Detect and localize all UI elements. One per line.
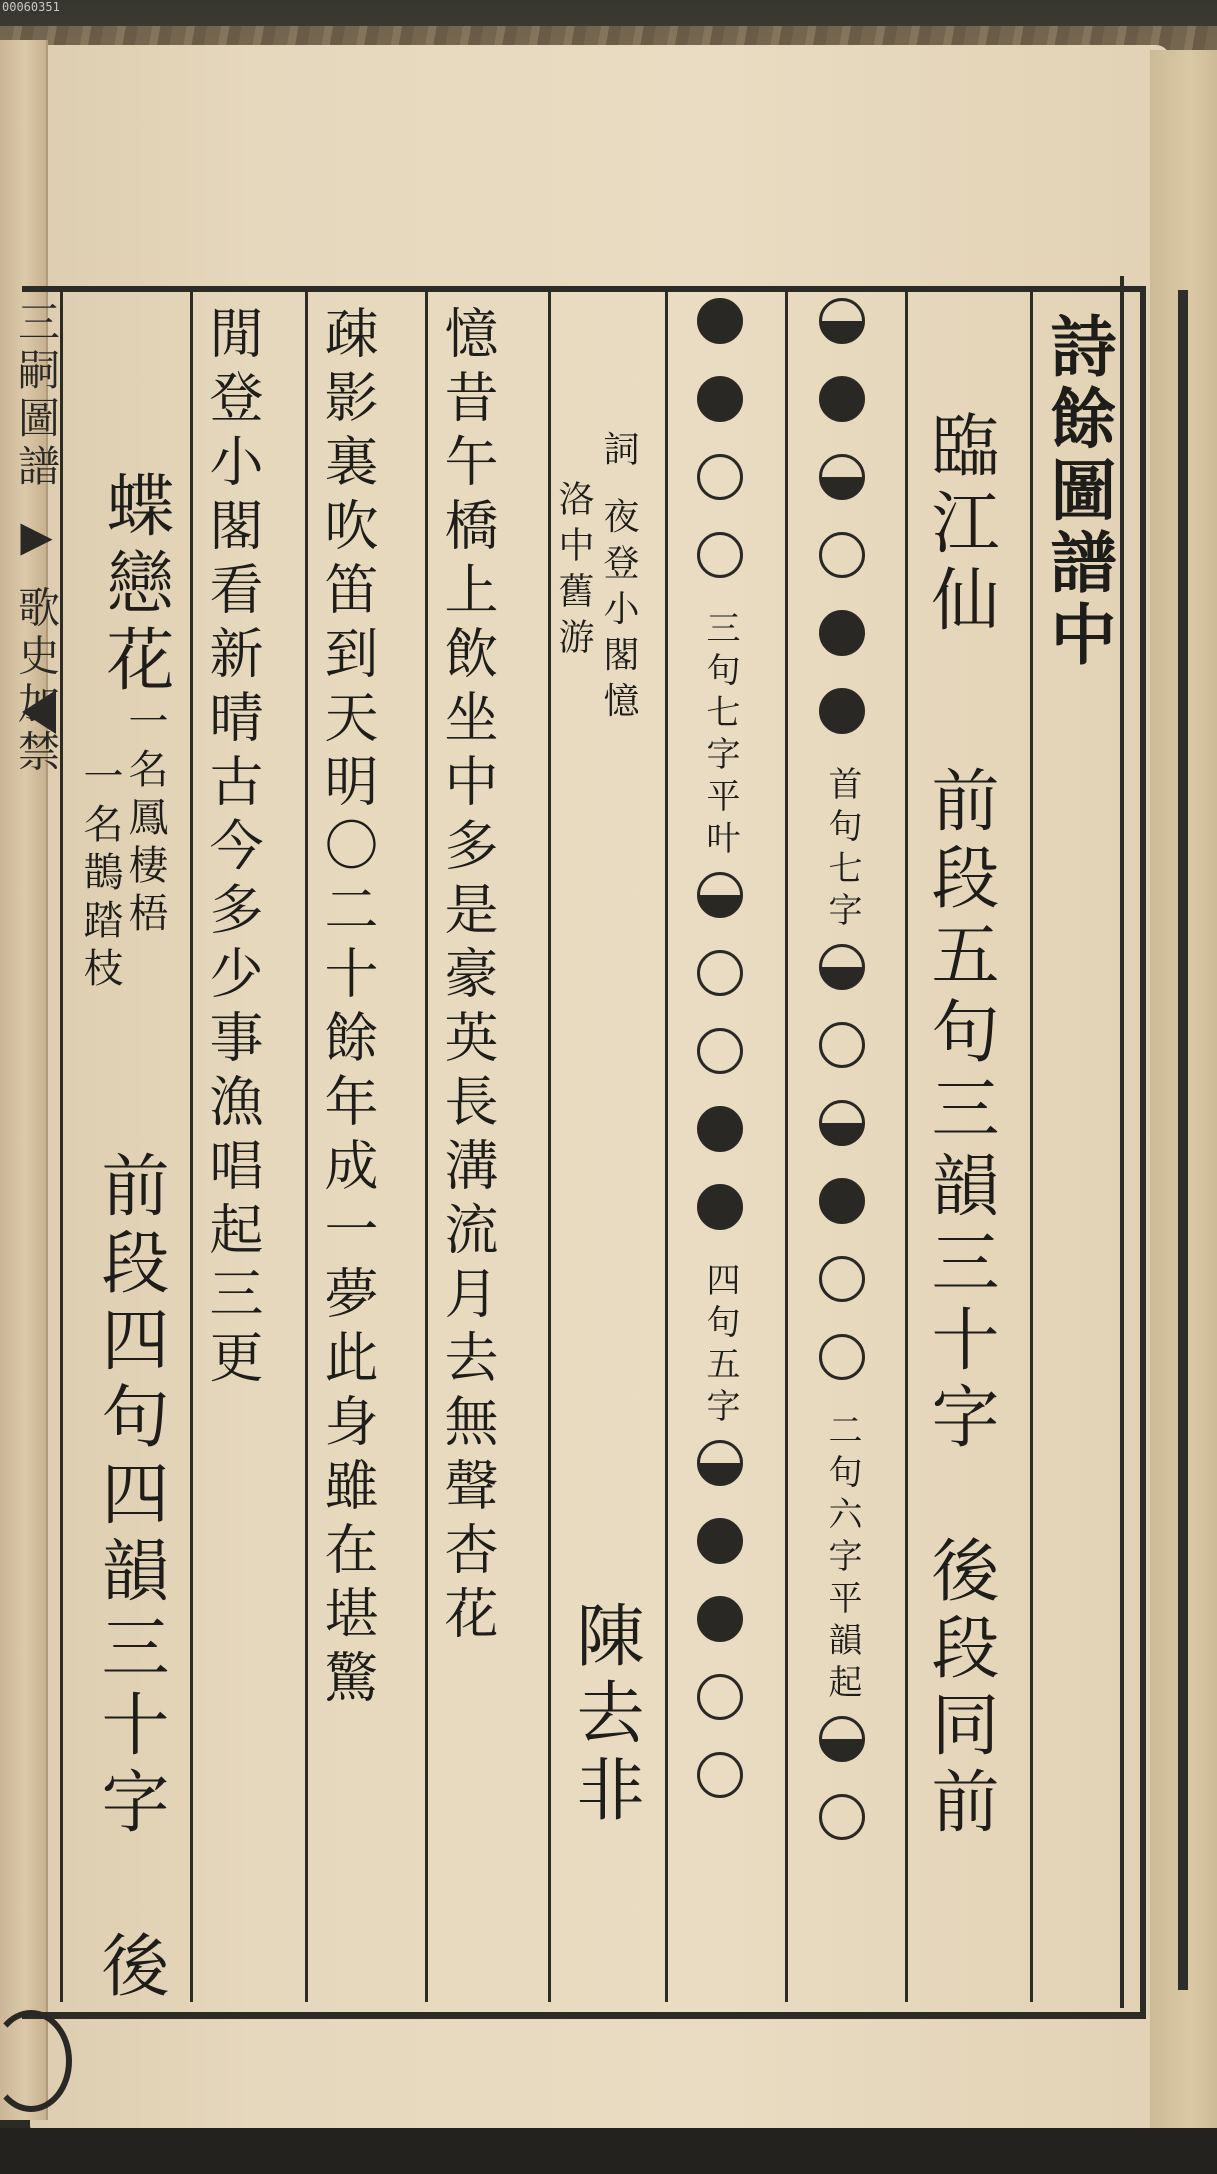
line-annotation: 四句五字 — [700, 1262, 740, 1430]
printed-frame-inner — [1120, 276, 1140, 2008]
tone-mark-ping — [819, 532, 865, 578]
fold-margin-title: 三嗣圖譜 ▶ 歌史加禁 — [12, 300, 61, 778]
poem-line: 疎影裏吹笛到天明〇二十餘年成一夢此身雖在堪驚 — [316, 305, 379, 1713]
tone-mark-either — [819, 944, 865, 990]
tone-mark-either — [697, 1440, 743, 1486]
tone-mark-ze — [819, 376, 865, 422]
line-annotation: 二句六字平韻起 — [822, 1412, 862, 1706]
tone-mark-ping — [697, 1752, 743, 1798]
book-header: 詩餘圖譜中 — [1039, 312, 1117, 672]
column-rule — [425, 292, 428, 2002]
next-tune-structure: 前段四句四韻三十字 — [90, 1150, 169, 1843]
poem-line: 閒登小閣看新晴古今多少事漁唱起三更 — [201, 305, 264, 1393]
tone-mark-ping — [819, 1256, 865, 1302]
tone-mark-ping — [697, 532, 743, 578]
tone-mark-ze — [819, 1178, 865, 1224]
tune-structure: 前段五句三韻三十字 — [920, 765, 999, 1458]
tone-mark-either — [697, 872, 743, 918]
back-section-note: 後段同前 — [920, 1535, 999, 1843]
column-rule — [305, 292, 308, 2002]
tone-mark-ping — [697, 1674, 743, 1720]
tone-mark-ze — [697, 1106, 743, 1152]
tone-mark-ze — [819, 610, 865, 656]
tone-mark-either — [819, 1100, 865, 1146]
column-rule — [785, 292, 788, 2002]
tone-mark-either — [819, 298, 865, 344]
line-annotation: 三句七字平叶 — [700, 610, 740, 862]
next-tune-alias: 一名鵲踏枝 — [77, 755, 123, 995]
next-tune-tail: 後 — [90, 1930, 169, 2007]
tone-mark-ping — [819, 1334, 865, 1380]
line-annotation: 首句七字 — [822, 766, 862, 934]
tone-pattern-column-2 — [690, 298, 750, 1830]
tone-mark-ze — [819, 688, 865, 734]
tone-mark-ping — [697, 1028, 743, 1074]
tone-mark-either — [819, 1716, 865, 1762]
tone-mark-ping — [819, 1022, 865, 1068]
tone-mark-either — [819, 454, 865, 500]
tone-mark-ze — [697, 376, 743, 422]
poem-line: 憶昔午橋上飲坐中多是豪英長溝流月去無聲杏花 — [436, 305, 499, 1649]
poem-title-note: 詞 夜登小閣憶 — [598, 430, 639, 728]
tone-mark-ze — [697, 298, 743, 344]
poem-author: 陳去非 — [565, 1600, 644, 1831]
column-rule — [665, 292, 668, 2002]
poem-title-note: 洛中舊游 — [553, 480, 594, 664]
next-tune-name: 蝶戀花 — [95, 470, 174, 701]
tune-name: 臨江仙 — [920, 410, 999, 641]
tone-pattern-column-1 — [812, 298, 872, 1872]
page-bottom-shadow — [0, 2128, 1217, 2174]
column-rule — [905, 292, 908, 2002]
column-rule — [548, 292, 551, 2002]
tone-mark-ze — [697, 1596, 743, 1642]
tone-mark-ping — [697, 454, 743, 500]
folio-id: 00060351 — [2, 0, 60, 14]
tone-mark-ze — [697, 1518, 743, 1564]
next-tune-alias: 一名鳳棲梧 — [122, 700, 168, 940]
column-rule — [1030, 292, 1033, 2002]
next-page-border — [1178, 290, 1188, 1990]
column-rule — [190, 292, 193, 2002]
tone-mark-ze — [697, 1184, 743, 1230]
tone-mark-ping — [819, 1794, 865, 1840]
tone-mark-ping — [697, 950, 743, 996]
fishtail-mark-icon — [22, 690, 56, 734]
